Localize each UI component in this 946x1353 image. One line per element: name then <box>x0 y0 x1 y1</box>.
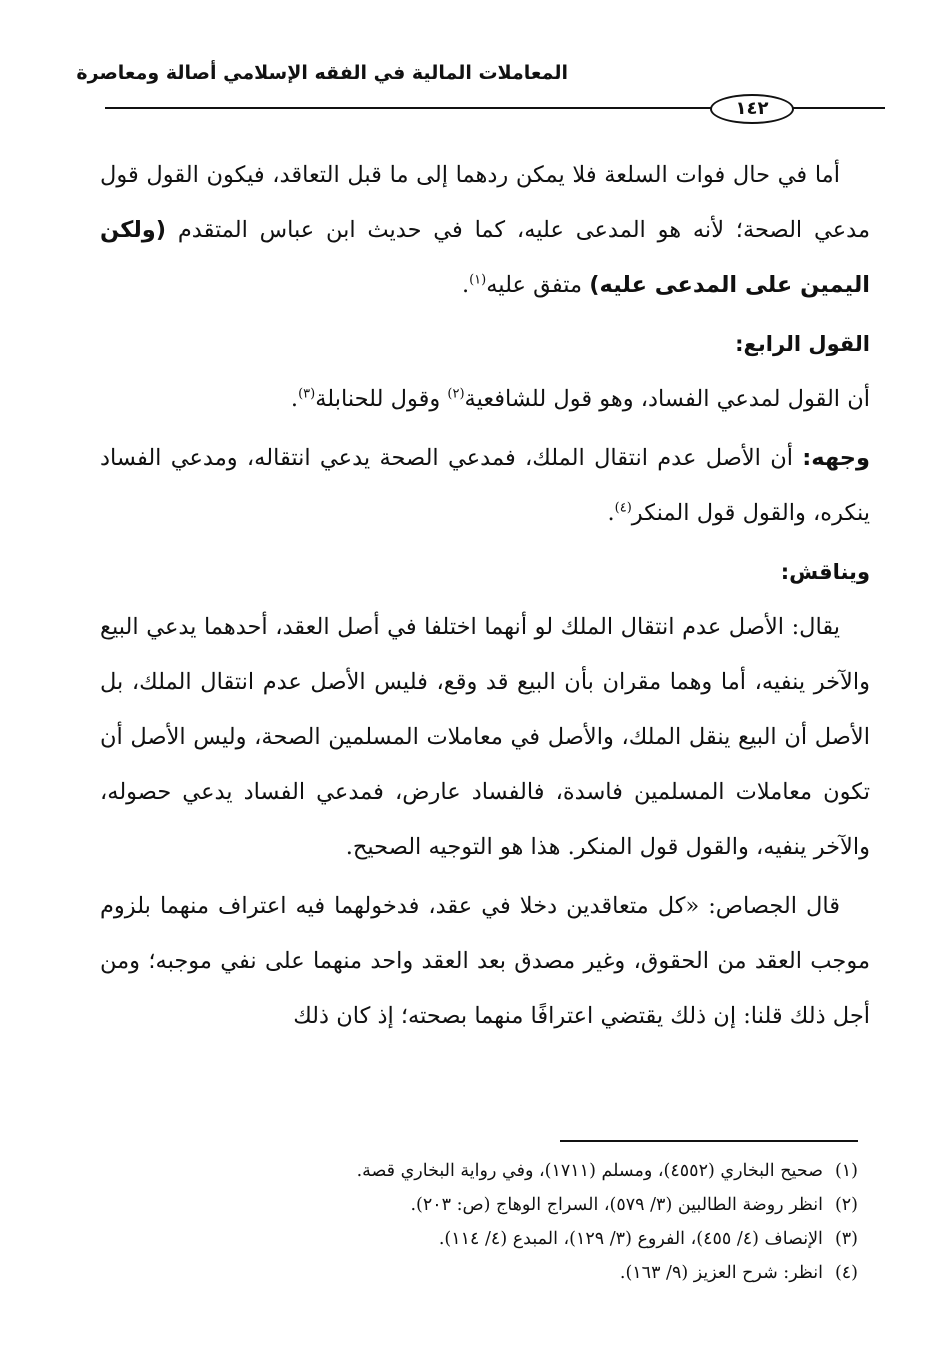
footnote-ref-2[interactable]: (٢) <box>447 386 465 402</box>
footnote-text: انظر: شرح العزيز (٩/ ١٦٣). <box>619 1263 823 1283</box>
paragraph-2-text-b: وقول للحنابلة <box>315 386 448 412</box>
paragraph-3-end: . <box>607 500 615 526</box>
paragraph-3-lead: وجهه: <box>802 445 870 471</box>
paragraph-1 <box>100 148 870 313</box>
footnote-separator <box>560 1140 858 1142</box>
footnote-item <box>98 1188 858 1222</box>
main-text <box>100 148 870 1044</box>
footnote-ref-1[interactable]: (١) <box>469 272 487 288</box>
paragraph-1-end: . <box>461 272 470 298</box>
section-heading-fourth-opinion: القول الرابع: <box>735 332 870 356</box>
footnote-item <box>98 1256 858 1290</box>
paragraph-1-tail: متفق عليه <box>486 272 590 298</box>
footnote-text: انظر روضة الطالبين (٣/ ٥٧٩)، السراج الوهاج (ص: ٢٠٣). <box>410 1195 823 1215</box>
page-number-badge: ١٤٢ <box>710 94 794 124</box>
paragraph-2-text-a: أن القول لمدعي الفساد، وهو قول للشافعية <box>464 386 870 412</box>
footnote-ref-4[interactable]: (٤) <box>614 500 632 516</box>
section-heading-discussion: ويناقش: <box>780 560 870 584</box>
footnote-item <box>98 1154 858 1188</box>
paragraph-1-text: أما في حال فوات السلعة فلا يمكن ردهما إلى ما قبل التعاقد، فيكون القول قول مدعي الصحة؛ لأنه هو المدعى عليه، كما في حديث ابن عباس المتقدم <box>100 162 870 243</box>
paragraph-2-end: . <box>290 386 299 412</box>
footnote-item <box>98 1222 858 1256</box>
footnote-number: (١) <box>834 1161 858 1181</box>
paragraph-4: يقال: الأصل عدم انتقال الملك لو أنهما اختلفا في أصل العقد، أحدهما يدعي البيع والآخر ينفيه، أما وهما مقران بأن البيع قد وقع، فليس الأصل عدم انتقال الملك، بل الأصل أن البيع ينقل الملك، والأصل في معاملات المسلمين الصحة، وليس الأصل أن تكون معاملات المسلمين فاسدة، فالفساد عارض، فمدعي الفساد يدعي حصوله، والآخر ينفيه، والقول قول المنكر. هذا هو التوجيه الصحيح. <box>100 614 870 860</box>
running-title: المعاملات المالية في الفقه الإسلامي أصالة ومعاصرة <box>76 62 568 84</box>
paragraph-2 <box>100 372 870 427</box>
footnote-text: الإنصاف (٤/ ٤٥٥)، الفروع (٣/ ١٢٩)، المبدع (٤/ ١١٤). <box>438 1229 823 1249</box>
hadith-quote: (ولكن اليمين على المدعى عليه) <box>100 217 870 298</box>
footnote-number: (٢) <box>834 1195 858 1215</box>
footnotes-list <box>98 1154 858 1290</box>
footnote-ref-3[interactable]: (٣) <box>298 386 316 402</box>
footnote-number: (٤) <box>834 1263 858 1283</box>
paragraph-3-text: أن الأصل عدم انتقال الملك، فمدعي الصحة يدعي انتقاله، ومدعي الفساد ينكره، والقول قول المنكر <box>100 445 870 526</box>
footnote-text: صحيح البخاري (٤٥٥٢)، ومسلم (١٧١١)، وفي رواية البخاري قصة. <box>356 1161 823 1181</box>
footnote-number: (٣) <box>834 1229 858 1249</box>
paragraph-5: قال الجصاص: «كل متعاقدين دخلا في عقد، فدخولهما فيه اعتراف منهما بلزوم موجب العقد من الحقوق، وغير مصدق بعد العقد واحد منهما على نفي موجبه؛ ومن أجل ذلك قلنا: إن ذلك يقتضي اعترافًا منهما بصحته؛ إذ كان ذلك <box>100 893 870 1029</box>
paragraph-3 <box>100 431 870 541</box>
